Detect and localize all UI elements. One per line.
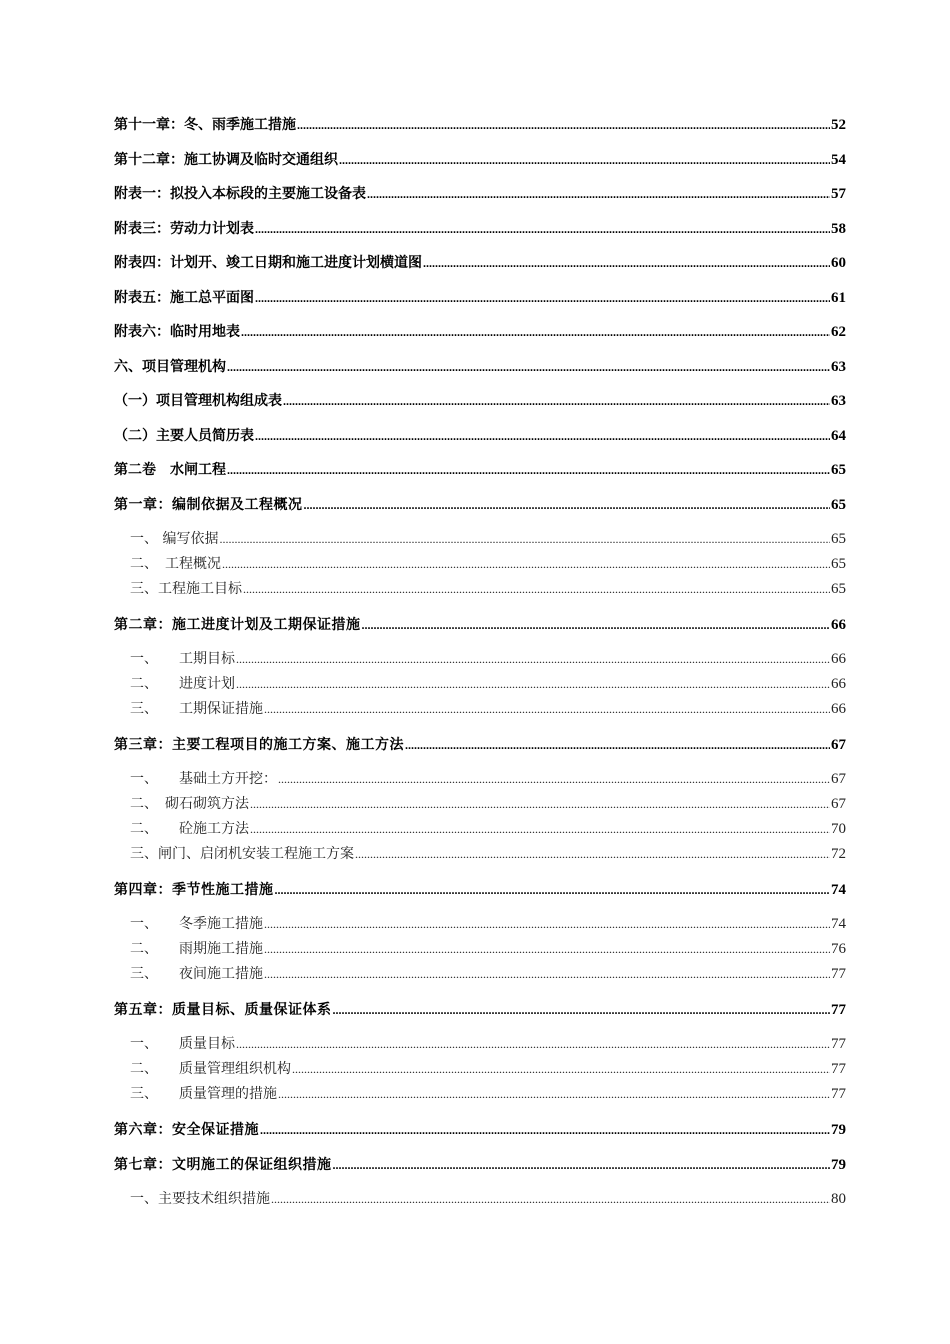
toc-entry-label: 一、 冬季施工措施	[130, 915, 263, 932]
dot-leader	[222, 552, 830, 577]
dot-leader	[250, 792, 830, 817]
toc-entry-label: 第二卷 水闸工程	[114, 462, 226, 478]
toc-entry-page: 80	[831, 1190, 846, 1207]
dot-leader	[255, 423, 830, 449]
toc-entry-label: 附表五：施工总平面图	[114, 289, 254, 306]
toc-chapter[interactable]	[114, 732, 846, 767]
dot-leader	[227, 457, 830, 483]
toc-chapter[interactable]	[114, 997, 846, 1032]
toc-entry[interactable]	[114, 319, 846, 354]
dot-leader	[367, 181, 830, 207]
toc-entry-label: 三、工程施工目标	[130, 580, 242, 597]
toc-entry-page: 54	[831, 151, 846, 168]
toc-entry-label: 一、 基础土方开挖：	[130, 770, 277, 787]
toc-entry-page: 79	[831, 1121, 846, 1138]
toc-entry-page: 63	[831, 393, 846, 409]
dot-leader	[236, 647, 830, 672]
toc-entry-label: 二、 砌石砌筑方法	[130, 795, 249, 812]
toc-entry-label: 一、主要技术组织措施	[130, 1190, 270, 1207]
toc-entry-page: 77	[831, 1035, 846, 1052]
dot-leader	[278, 1082, 830, 1107]
toc-entry-label: 六、项目管理机构	[114, 358, 226, 375]
toc-entry-page: 60	[831, 255, 846, 271]
toc-entry-page: 65	[831, 496, 846, 513]
dot-leader	[297, 112, 830, 138]
dot-leader	[236, 672, 830, 697]
dot-leader	[219, 527, 830, 552]
dot-leader	[333, 1152, 831, 1178]
toc-entry-label: 附表一：拟投入本标段的主要施工设备表	[114, 186, 366, 202]
toc-entry-page: 65	[831, 530, 846, 547]
toc-section[interactable]	[114, 527, 846, 552]
toc-entry-label: 第一章：编制依据及工程概况	[114, 496, 303, 513]
dot-leader	[271, 1187, 830, 1212]
toc-section[interactable]	[114, 842, 846, 867]
toc-section[interactable]	[114, 792, 846, 817]
toc-entry-label: 二、 砼施工方法	[130, 820, 249, 837]
toc-entry-page: 66	[831, 650, 846, 667]
toc-entry-page: 57	[831, 186, 846, 202]
toc-section[interactable]	[114, 577, 846, 602]
toc-entry-page: 77	[831, 1001, 846, 1018]
toc-entry-page: 76	[831, 940, 846, 957]
dot-leader	[241, 319, 830, 345]
toc-chapter[interactable]	[114, 877, 846, 912]
toc-entry-label: 附表六：临时用地表	[114, 324, 240, 340]
toc-entry-page: 77	[831, 1060, 846, 1077]
toc-entry-label: 附表三：劳动力计划表	[114, 220, 254, 237]
dot-leader	[264, 962, 830, 987]
toc-entry-label: 第三章：主要工程项目的施工方案、施工方法	[114, 736, 404, 753]
toc-section[interactable]	[114, 672, 846, 697]
toc-entry-label: （二）主要人员简历表	[114, 427, 254, 444]
toc-entry-page: 66	[831, 675, 846, 692]
toc-entry[interactable]	[114, 216, 846, 251]
toc-entry-page: 67	[831, 736, 846, 753]
toc-entry-label: 三、 工期保证措施	[130, 700, 263, 717]
toc-chapter[interactable]	[114, 1152, 846, 1187]
toc-entry-label: 第四章：季节性施工措施	[114, 881, 274, 898]
dot-leader	[339, 147, 830, 173]
toc-chapter[interactable]	[114, 1117, 846, 1152]
toc-entry[interactable]	[114, 250, 846, 285]
dot-leader	[236, 1032, 830, 1057]
toc-entry-page: 52	[831, 117, 846, 133]
dot-leader	[275, 877, 831, 903]
toc-entry-label: 第五章：质量目标、质量保证体系	[114, 1001, 332, 1018]
toc-entry-page: 79	[831, 1156, 846, 1173]
dot-leader	[292, 1057, 830, 1082]
toc-entry-page: 74	[831, 881, 846, 898]
table-of-contents	[114, 112, 846, 1212]
toc-entry-page: 64	[831, 427, 846, 444]
dot-leader	[355, 842, 830, 867]
toc-entry-page: 62	[831, 324, 846, 340]
toc-section[interactable]	[114, 552, 846, 577]
toc-entry-page: 61	[831, 289, 846, 306]
toc-chapter[interactable]	[114, 612, 846, 647]
toc-entry-page: 65	[831, 580, 846, 597]
toc-entry-page: 77	[831, 965, 846, 982]
dot-leader	[362, 612, 831, 638]
toc-entry-page: 74	[831, 915, 846, 932]
toc-entry-label: 三、 夜间施工措施	[130, 965, 263, 982]
dot-leader	[255, 285, 830, 311]
toc-entry-label: 附表四：计划开、竣工日期和施工进度计划横道图	[114, 255, 422, 271]
toc-section[interactable]	[114, 647, 846, 672]
dot-leader	[243, 577, 830, 602]
toc-entry[interactable]	[114, 285, 846, 320]
toc-entry[interactable]	[114, 112, 846, 147]
toc-entry-page: 70	[831, 820, 846, 837]
toc-entry[interactable]	[114, 388, 846, 423]
toc-entry-label: 第七章：文明施工的保证组织措施	[114, 1156, 332, 1173]
dot-leader	[423, 250, 830, 276]
toc-entry[interactable]	[114, 354, 846, 389]
toc-entry-label: （一）项目管理机构组成表	[114, 393, 282, 409]
dot-leader	[250, 817, 830, 842]
toc-chapter[interactable]	[114, 492, 846, 527]
toc-entry[interactable]	[114, 147, 846, 182]
dot-leader	[255, 216, 830, 242]
toc-entry-label: 第二章：施工进度计划及工期保证措施	[114, 616, 361, 633]
toc-section[interactable]	[114, 767, 846, 792]
toc-entry-label: 一、 质量目标	[130, 1035, 235, 1052]
toc-entry-label: 第十一章：冬、雨季施工措施	[114, 117, 296, 133]
dot-leader	[283, 388, 830, 414]
toc-entry[interactable]	[114, 423, 846, 458]
dot-leader	[278, 767, 830, 792]
toc-entry-label: 第六章：安全保证措施	[114, 1121, 259, 1138]
toc-section[interactable]	[114, 817, 846, 842]
toc-section[interactable]	[114, 962, 846, 987]
toc-entry-page: 66	[831, 616, 846, 633]
dot-leader	[264, 937, 830, 962]
toc-entry-label: 一、 编写依据	[130, 530, 219, 547]
dot-leader	[405, 732, 830, 758]
toc-entry-page: 67	[831, 770, 846, 787]
toc-section[interactable]	[114, 1057, 846, 1082]
toc-entry-page: 66	[831, 700, 846, 717]
toc-entry-page: 65	[831, 462, 846, 478]
toc-entry-label: 三、 质量管理的措施	[130, 1085, 277, 1102]
toc-entry-label: 二、 质量管理组织机构	[130, 1060, 291, 1077]
toc-entry-page: 65	[831, 555, 846, 572]
toc-section[interactable]	[114, 1082, 846, 1107]
toc-entry-page: 77	[831, 1085, 846, 1102]
toc-entry-label: 二、 进度计划	[130, 675, 235, 692]
toc-entry-label: 一、 工期目标	[130, 650, 235, 667]
toc-section[interactable]	[114, 697, 846, 722]
toc-section[interactable]	[114, 912, 846, 937]
toc-entry-label: 三、闸门、启闭机安装工程施工方案	[130, 845, 354, 862]
dot-leader	[264, 912, 830, 937]
toc-entry[interactable]	[114, 457, 846, 492]
toc-section[interactable]	[114, 1187, 846, 1212]
dot-leader	[304, 492, 831, 518]
toc-entry-label: 二、 雨期施工措施	[130, 940, 263, 957]
toc-section[interactable]	[114, 1032, 846, 1057]
toc-entry-page: 67	[831, 795, 846, 812]
dot-leader	[264, 697, 830, 722]
toc-entry-page: 58	[831, 220, 846, 237]
toc-entry-label: 第十二章：施工协调及临时交通组织	[114, 151, 338, 168]
dot-leader	[227, 354, 830, 380]
toc-entry-page: 63	[831, 358, 846, 375]
toc-entry-page: 72	[831, 845, 846, 862]
dot-leader	[333, 997, 831, 1023]
toc-entry[interactable]	[114, 181, 846, 216]
toc-section[interactable]	[114, 937, 846, 962]
dot-leader	[260, 1117, 830, 1143]
toc-entry-label: 二、 工程概况	[130, 555, 221, 572]
